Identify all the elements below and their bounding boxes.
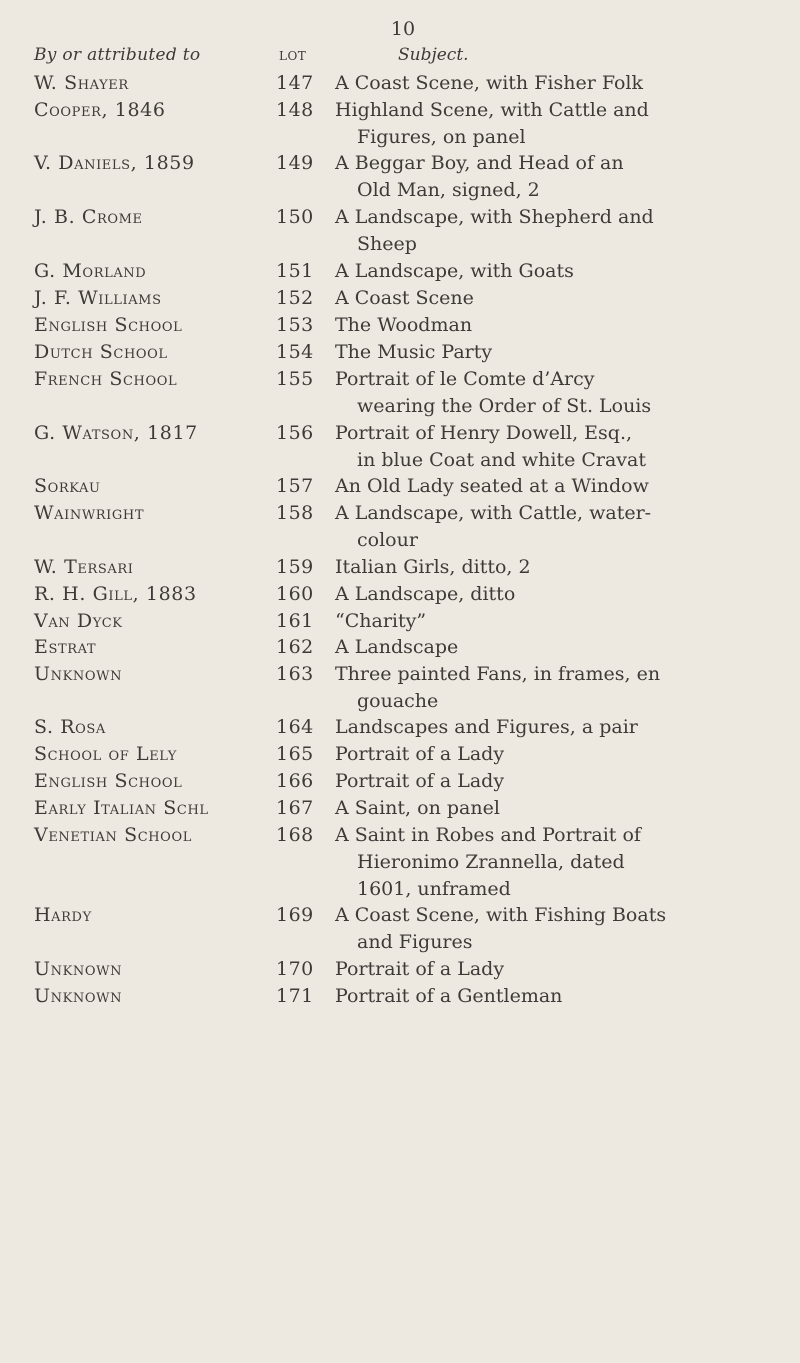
lot-subject (335, 258, 785, 285)
lot-number: 150 (276, 206, 314, 228)
subject-line: Portrait of a Lady (335, 743, 505, 765)
lot-subject (335, 500, 785, 554)
artist-name: Van Dyck (34, 610, 123, 632)
lot-number: 149 (276, 152, 314, 174)
lot-subject (335, 741, 785, 768)
lot-subject (335, 285, 785, 312)
lot-subject (335, 634, 785, 661)
lot-subject (335, 554, 785, 581)
artist-name: J. F. Williams (34, 287, 162, 309)
artist-name: Wainwright (34, 502, 145, 524)
artist-name: R. H. Gill, 1883 (34, 583, 197, 605)
subject-line: Portrait of a Lady (335, 958, 505, 980)
lot-subject (335, 661, 785, 715)
lot-number: 171 (276, 985, 314, 1007)
lot-subject (335, 204, 785, 258)
lot-number: 148 (276, 99, 314, 121)
subject-line: Three painted Fans, in frames, en (335, 663, 661, 685)
artist-name: Unknown (34, 958, 123, 980)
subject-line: An Old Lady seated at a Window (335, 475, 649, 497)
subject-line: The Music Party (335, 341, 493, 363)
lot-subject (335, 420, 785, 474)
subject-line: The Woodman (335, 314, 473, 336)
lot-number: 153 (276, 314, 314, 336)
artist-name: G. Watson, 1817 (34, 422, 198, 444)
artist-name: S. Rosa (34, 716, 106, 738)
subject-line: A Landscape, with Cattle, water- (335, 502, 652, 524)
subject-line: Portrait of a Gentleman (335, 985, 563, 1007)
subject-line: A Landscape, with Shepherd and (335, 206, 654, 228)
lot-number: 152 (276, 287, 314, 309)
header-subject: Subject. (398, 45, 469, 65)
subject-line: in blue Coat and white Cravat (357, 449, 646, 471)
subject-line: A Saint in Robes and Portrait of (335, 824, 641, 846)
subject-line: Landscapes and Figures, a pair (335, 716, 638, 738)
subject-line: 1601, unframed (357, 878, 511, 900)
subject-line: Figures, on panel (357, 126, 526, 148)
artist-name: J. B. Crome (34, 206, 143, 228)
lot-number: 167 (276, 797, 314, 819)
lot-number: 163 (276, 663, 314, 685)
artist-name: Cooper, 1846 (34, 99, 166, 121)
header-lot: LOT (279, 49, 307, 63)
subject-line: Hieronimo Zrannella, dated (357, 851, 625, 873)
artist-name: Venetian School (34, 824, 192, 846)
artist-name: English School (34, 770, 183, 792)
header-artist: By or attributed to (34, 45, 201, 65)
lot-number: 158 (276, 502, 314, 524)
artist-name: W. Tersari (34, 556, 134, 578)
lot-subject (335, 608, 785, 635)
subject-line: A Landscape, with Goats (335, 260, 574, 282)
lot-subject (335, 312, 785, 339)
lot-subject (335, 366, 785, 420)
subject-line: gouache (357, 690, 439, 712)
lot-subject (335, 795, 785, 822)
lot-number: 157 (276, 475, 314, 497)
subject-line: Portrait of a Lady (335, 770, 505, 792)
lot-number: 160 (276, 583, 314, 605)
lot-subject (335, 581, 785, 608)
artist-name: W. Shayer (34, 72, 129, 94)
lot-number: 154 (276, 341, 314, 363)
lot-subject (335, 902, 785, 956)
subject-line: Highland Scene, with Cattle and (335, 99, 649, 121)
subject-line: Portrait of Henry Dowell, Esq., (335, 422, 633, 444)
page-number: 10 (390, 18, 416, 40)
artist-name: French School (34, 368, 178, 390)
lot-number: 151 (276, 260, 314, 282)
artist-name: Unknown (34, 663, 123, 685)
subject-line: A Landscape, ditto (335, 583, 516, 605)
subject-line: wearing the Order of St. Louis (357, 395, 652, 417)
lot-subject (335, 714, 785, 741)
lot-number: 156 (276, 422, 314, 444)
lot-subject (335, 339, 785, 366)
lot-subject (335, 768, 785, 795)
lot-number: 164 (276, 716, 314, 738)
artist-name: Early Italian Schl (34, 797, 209, 819)
subject-line: colour (357, 529, 418, 551)
subject-line: “Charity” (335, 610, 427, 632)
lot-subject (335, 473, 785, 500)
subject-line: Portrait of le Comte d’Arcy (335, 368, 595, 390)
lot-subject (335, 956, 785, 983)
lot-subject (335, 150, 785, 204)
lot-subject (335, 822, 785, 903)
lot-subject (335, 983, 785, 1010)
subject-line: A Beggar Boy, and Head of an (335, 152, 624, 174)
artist-name: Estrat (34, 636, 97, 658)
artist-name: Unknown (34, 985, 123, 1007)
lot-number: 170 (276, 958, 314, 980)
artist-name: V. Daniels, 1859 (34, 152, 195, 174)
lot-number: 165 (276, 743, 314, 765)
lot-number: 155 (276, 368, 314, 390)
subject-line: A Saint, on panel (335, 797, 500, 819)
lot-number: 162 (276, 636, 314, 658)
subject-line: A Coast Scene (335, 287, 474, 309)
subject-line: A Landscape (335, 636, 459, 658)
subject-line: A Coast Scene, with Fisher Folk (335, 72, 643, 94)
subject-line: A Coast Scene, with Fishing Boats (335, 904, 667, 926)
lot-number: 166 (276, 770, 314, 792)
artist-name: School of Lely (34, 743, 177, 765)
lot-number: 159 (276, 556, 314, 578)
artist-name: G. Morland (34, 260, 147, 282)
lot-subject (335, 97, 785, 151)
subject-line: Italian Girls, ditto, 2 (335, 556, 531, 578)
lot-number: 168 (276, 824, 314, 846)
artist-name: Sorkau (34, 475, 101, 497)
lot-subject (335, 70, 785, 97)
artist-name: Hardy (34, 904, 92, 926)
lot-number: 161 (276, 610, 314, 632)
artist-name: English School (34, 314, 183, 336)
lot-number: 169 (276, 904, 314, 926)
subject-line: Sheep (357, 233, 417, 255)
subject-line: and Figures (357, 931, 473, 953)
subject-line: Old Man, signed, 2 (357, 179, 540, 201)
lot-number: 147 (276, 72, 314, 94)
artist-name: Dutch School (34, 341, 168, 363)
